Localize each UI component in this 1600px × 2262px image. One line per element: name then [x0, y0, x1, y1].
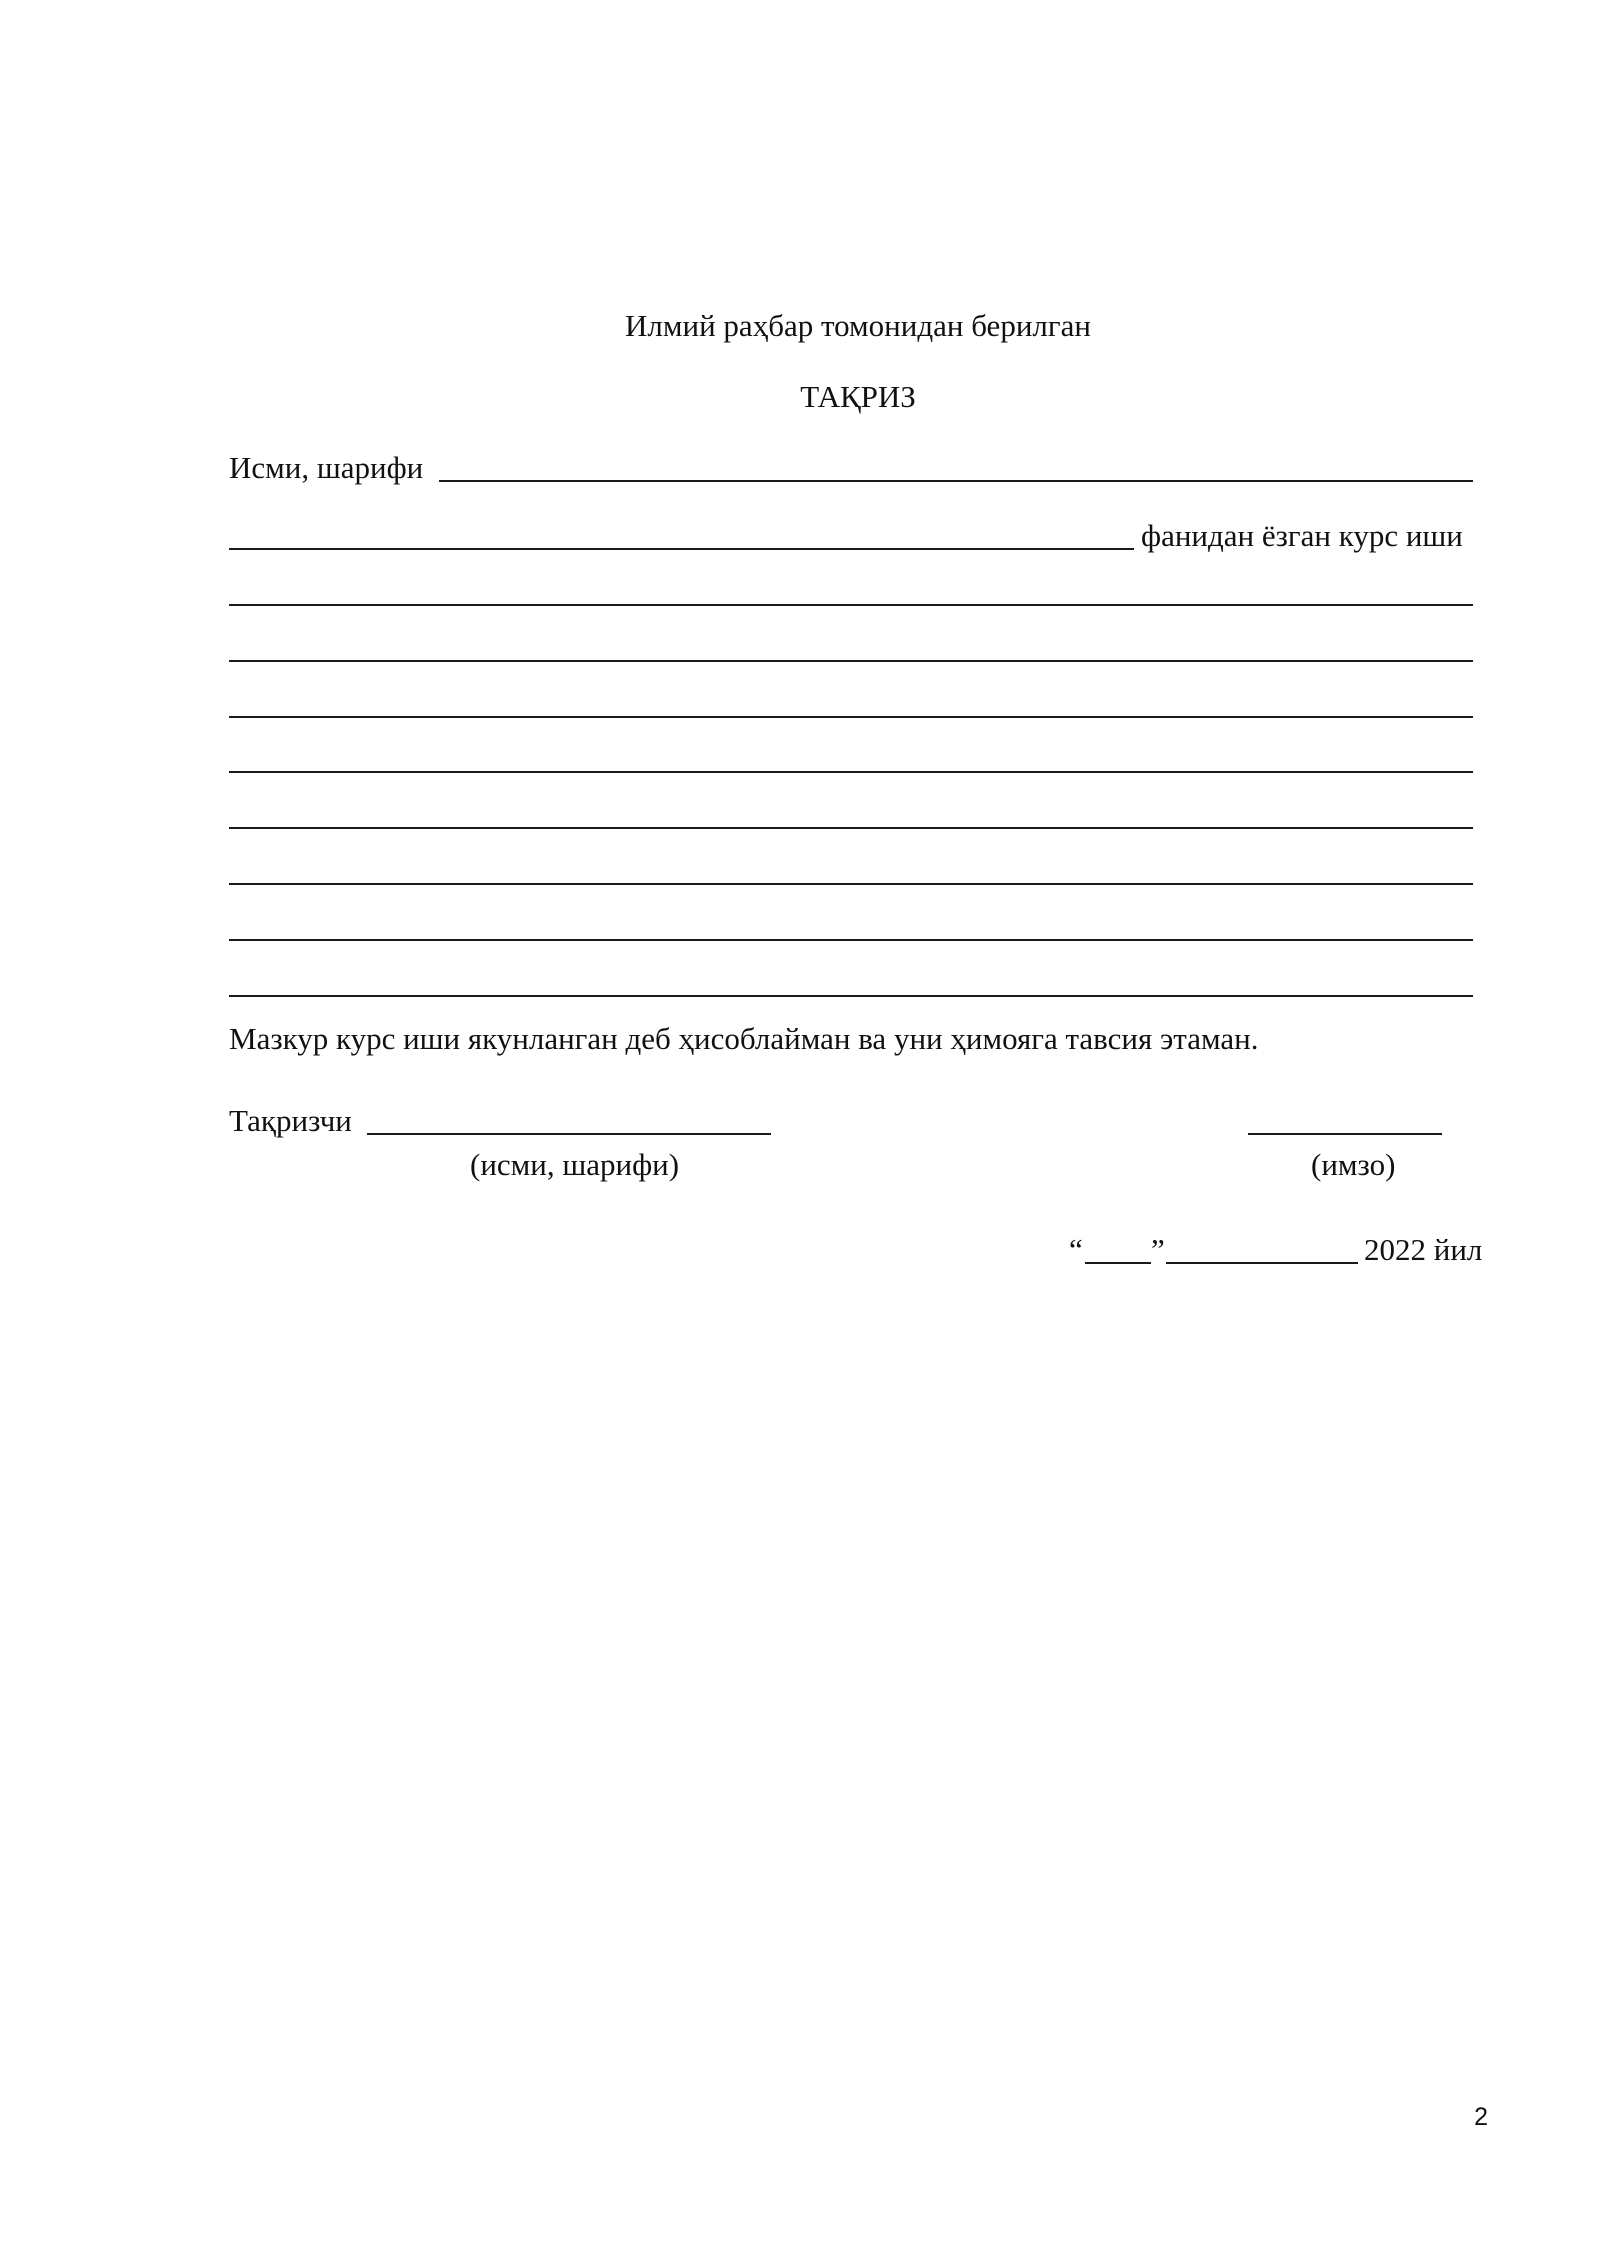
- date-year: 2022 йил: [1364, 1232, 1483, 1267]
- review-line-5: [229, 827, 1473, 829]
- signature-caption: (имзо): [1311, 1147, 1396, 1182]
- subject-fill-line: [229, 548, 1134, 550]
- signature-line: [1248, 1133, 1442, 1135]
- date-day-line: [1085, 1262, 1151, 1264]
- review-line-2: [229, 660, 1473, 662]
- reviewer-label: Тақризчи: [229, 1103, 352, 1138]
- date-open-quote: “: [1069, 1232, 1083, 1267]
- review-line-7: [229, 939, 1473, 941]
- document-title: ТАҚРИЗ: [800, 379, 916, 414]
- review-line-6: [229, 883, 1473, 885]
- review-line-4: [229, 771, 1473, 773]
- conclusion-text: Мазкур курс иши якунланган деб ҳисоблайман ва уни ҳимояга тавсия этаман.: [229, 1021, 1259, 1056]
- header-line: Илмий раҳбар томонидан берилган: [625, 308, 1091, 343]
- date-close-quote: ”: [1151, 1232, 1165, 1267]
- review-line-8: [229, 995, 1473, 997]
- name-fill-line: [439, 480, 1473, 482]
- name-caption: (исми, шарифи): [470, 1147, 680, 1182]
- subject-suffix: фанидан ёзган курс иши: [1141, 518, 1463, 553]
- review-line-1: [229, 604, 1473, 606]
- name-label: Исми, шарифи: [229, 450, 424, 485]
- page-number: 2: [1474, 2103, 1488, 2131]
- review-line-3: [229, 716, 1473, 718]
- date-month-line: [1166, 1262, 1358, 1264]
- reviewer-name-line: [367, 1133, 771, 1135]
